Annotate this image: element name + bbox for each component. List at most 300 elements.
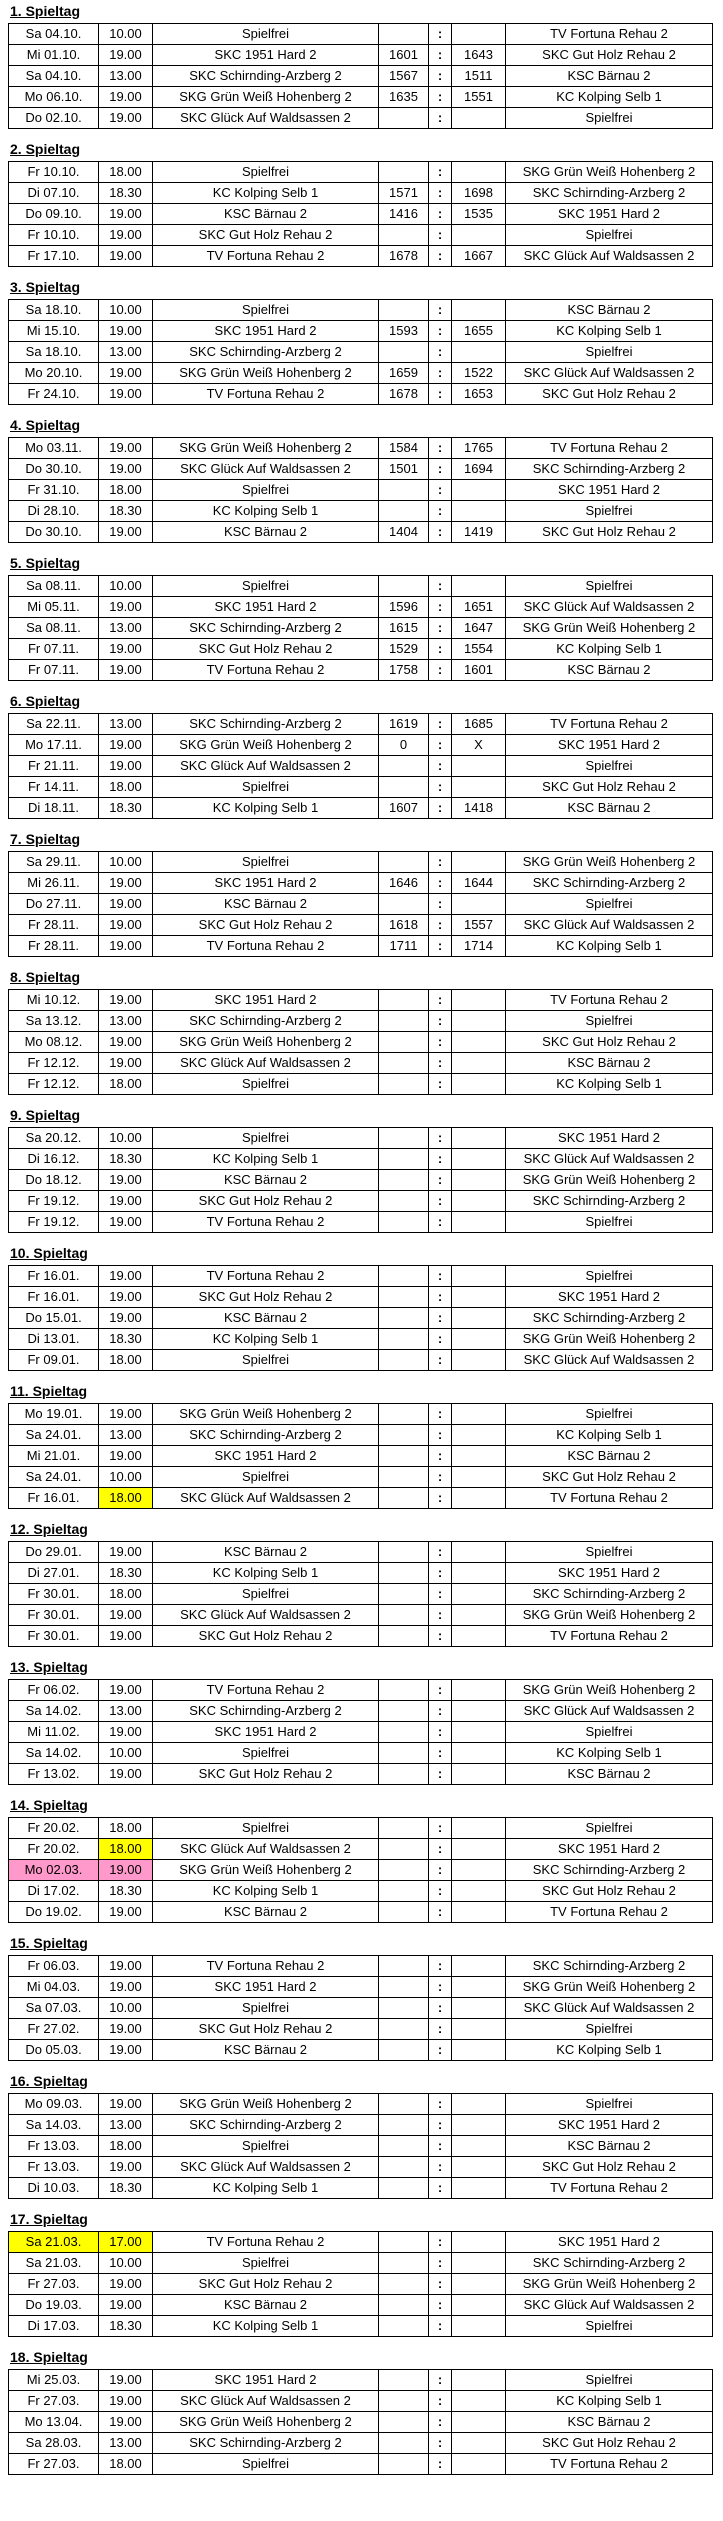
match-row bbox=[9, 108, 713, 129]
home-score bbox=[379, 1563, 429, 1584]
match-time: 19.00 bbox=[99, 87, 153, 108]
match-date: Fr 09.01. bbox=[9, 1350, 99, 1371]
match-row bbox=[9, 894, 713, 915]
match-row bbox=[9, 1542, 713, 1563]
home-team: TV Fortuna Rehau 2 bbox=[153, 1956, 379, 1977]
match-date: Do 18.12. bbox=[9, 1170, 99, 1191]
away-team: Spielfrei bbox=[506, 756, 713, 777]
score-separator: : bbox=[429, 735, 452, 756]
schedule-table bbox=[8, 1541, 713, 1647]
home-score: 1619 bbox=[379, 714, 429, 735]
match-date: Sa 18.10. bbox=[9, 300, 99, 321]
score-separator: : bbox=[429, 2040, 452, 2061]
away-team: TV Fortuna Rehau 2 bbox=[506, 1626, 713, 1647]
match-time: 19.00 bbox=[99, 2157, 153, 2178]
match-time: 10.00 bbox=[99, 1467, 153, 1488]
away-team: KC Kolping Selb 1 bbox=[506, 2040, 713, 2061]
match-date: Mi 25.03. bbox=[9, 2370, 99, 2391]
home-score bbox=[379, 2157, 429, 2178]
match-row bbox=[9, 735, 713, 756]
away-team: SKC 1951 Hard 2 bbox=[506, 735, 713, 756]
match-row bbox=[9, 2136, 713, 2157]
home-score: 1567 bbox=[379, 66, 429, 87]
away-team: Spielfrei bbox=[506, 2370, 713, 2391]
spieltag-title: 4. Spieltag bbox=[10, 417, 81, 433]
match-date: Di 18.11. bbox=[9, 798, 99, 819]
match-time: 18.30 bbox=[99, 2316, 153, 2337]
match-row bbox=[9, 480, 713, 501]
home-team: SKC Glück Auf Waldsassen 2 bbox=[153, 2391, 379, 2412]
home-team: SKC Gut Holz Rehau 2 bbox=[153, 225, 379, 246]
match-date: Fr 20.02. bbox=[9, 1839, 99, 1860]
match-time: 19.00 bbox=[99, 1032, 153, 1053]
home-team: KC Kolping Selb 1 bbox=[153, 798, 379, 819]
match-date: Di 17.02. bbox=[9, 1881, 99, 1902]
home-score bbox=[379, 162, 429, 183]
away-score bbox=[452, 1818, 506, 1839]
home-score bbox=[379, 1680, 429, 1701]
score-separator: : bbox=[429, 183, 452, 204]
home-team: SKC Gut Holz Rehau 2 bbox=[153, 2274, 379, 2295]
match-date: Di 10.03. bbox=[9, 2178, 99, 2199]
match-date: Fr 14.11. bbox=[9, 777, 99, 798]
score-separator: : bbox=[429, 162, 452, 183]
score-separator: : bbox=[429, 522, 452, 543]
away-team: SKC Glück Auf Waldsassen 2 bbox=[506, 1998, 713, 2019]
match-time: 19.00 bbox=[99, 459, 153, 480]
schedule-table bbox=[8, 989, 713, 1095]
match-date: Sa 24.01. bbox=[9, 1467, 99, 1488]
match-date: Mo 09.03. bbox=[9, 2094, 99, 2115]
match-date: Fr 30.01. bbox=[9, 1626, 99, 1647]
score-separator: : bbox=[429, 1212, 452, 1233]
match-time: 19.00 bbox=[99, 438, 153, 459]
away-team: TV Fortuna Rehau 2 bbox=[506, 1902, 713, 1923]
away-score bbox=[452, 1308, 506, 1329]
spieltag-title: 15. Spieltag bbox=[10, 1935, 88, 1951]
away-score: 1714 bbox=[452, 936, 506, 957]
score-separator: : bbox=[429, 1350, 452, 1371]
match-date: Fr 12.12. bbox=[9, 1074, 99, 1095]
spieltag-title: 9. Spieltag bbox=[10, 1107, 81, 1123]
away-team: SKC Schirnding-Arzberg 2 bbox=[506, 1191, 713, 1212]
match-date: Mo 19.01. bbox=[9, 1404, 99, 1425]
match-row bbox=[9, 1404, 713, 1425]
away-team: SKC Gut Holz Rehau 2 bbox=[506, 777, 713, 798]
home-score bbox=[379, 756, 429, 777]
match-time: 19.00 bbox=[99, 639, 153, 660]
match-row bbox=[9, 2433, 713, 2454]
home-team: KC Kolping Selb 1 bbox=[153, 2316, 379, 2337]
away-team: KC Kolping Selb 1 bbox=[506, 2391, 713, 2412]
score-separator: : bbox=[429, 300, 452, 321]
score-separator: : bbox=[429, 1425, 452, 1446]
away-team: Spielfrei bbox=[506, 2094, 713, 2115]
away-team: TV Fortuna Rehau 2 bbox=[506, 24, 713, 45]
away-score bbox=[452, 2115, 506, 2136]
match-time: 19.00 bbox=[99, 1053, 153, 1074]
home-score: 1404 bbox=[379, 522, 429, 543]
score-separator: : bbox=[429, 2391, 452, 2412]
home-team: KSC Bärnau 2 bbox=[153, 894, 379, 915]
score-separator: : bbox=[429, 915, 452, 936]
home-score bbox=[379, 1446, 429, 1467]
spieltag-section bbox=[0, 1521, 723, 1647]
match-row bbox=[9, 2040, 713, 2061]
score-separator: : bbox=[429, 1839, 452, 1860]
away-score bbox=[452, 1902, 506, 1923]
match-row bbox=[9, 522, 713, 543]
match-row bbox=[9, 1563, 713, 1584]
score-separator: : bbox=[429, 2412, 452, 2433]
score-separator: : bbox=[429, 87, 452, 108]
match-row bbox=[9, 438, 713, 459]
match-row bbox=[9, 1701, 713, 1722]
home-team: Spielfrei bbox=[153, 1818, 379, 1839]
away-team: KSC Bärnau 2 bbox=[506, 2136, 713, 2157]
score-separator: : bbox=[429, 225, 452, 246]
match-time: 13.00 bbox=[99, 342, 153, 363]
home-team: Spielfrei bbox=[153, 2454, 379, 2475]
score-separator: : bbox=[429, 1881, 452, 1902]
match-row bbox=[9, 501, 713, 522]
home-team: SKC 1951 Hard 2 bbox=[153, 45, 379, 66]
match-time: 18.30 bbox=[99, 1149, 153, 1170]
match-date: Sa 29.11. bbox=[9, 852, 99, 873]
score-separator: : bbox=[429, 2232, 452, 2253]
away-score bbox=[452, 2274, 506, 2295]
away-score bbox=[452, 2019, 506, 2040]
match-time: 13.00 bbox=[99, 1011, 153, 1032]
away-score bbox=[452, 1053, 506, 1074]
away-team: Spielfrei bbox=[506, 2019, 713, 2040]
score-separator: : bbox=[429, 2178, 452, 2199]
score-separator: : bbox=[429, 1032, 452, 1053]
home-score bbox=[379, 1170, 429, 1191]
score-separator: : bbox=[429, 894, 452, 915]
home-score bbox=[379, 501, 429, 522]
away-team: SKC Schirnding-Arzberg 2 bbox=[506, 2253, 713, 2274]
away-score bbox=[452, 2232, 506, 2253]
match-row bbox=[9, 1626, 713, 1647]
match-time: 19.00 bbox=[99, 2274, 153, 2295]
match-time: 19.00 bbox=[99, 1446, 153, 1467]
match-row bbox=[9, 1425, 713, 1446]
home-team: SKC Schirnding-Arzberg 2 bbox=[153, 2115, 379, 2136]
match-date: Sa 07.03. bbox=[9, 1998, 99, 2019]
match-date: Fr 13.03. bbox=[9, 2157, 99, 2178]
home-team: KC Kolping Selb 1 bbox=[153, 1881, 379, 1902]
match-row bbox=[9, 1764, 713, 1785]
match-time: 10.00 bbox=[99, 1743, 153, 1764]
away-score bbox=[452, 1404, 506, 1425]
spieltag-title: 11. Spieltag bbox=[10, 1383, 88, 1399]
match-row bbox=[9, 1902, 713, 1923]
match-row bbox=[9, 459, 713, 480]
away-team: SKC Schirnding-Arzberg 2 bbox=[506, 459, 713, 480]
home-score bbox=[379, 1860, 429, 1881]
match-row bbox=[9, 1839, 713, 1860]
away-score bbox=[452, 1329, 506, 1350]
match-date: Do 30.10. bbox=[9, 459, 99, 480]
away-team: SKC 1951 Hard 2 bbox=[506, 1839, 713, 1860]
match-row bbox=[9, 2253, 713, 2274]
away-score bbox=[452, 1764, 506, 1785]
spieltag-section bbox=[0, 279, 723, 405]
score-separator: : bbox=[429, 1680, 452, 1701]
match-time: 18.00 bbox=[99, 480, 153, 501]
home-score bbox=[379, 2316, 429, 2337]
away-team: TV Fortuna Rehau 2 bbox=[506, 990, 713, 1011]
home-score bbox=[379, 108, 429, 129]
home-team: TV Fortuna Rehau 2 bbox=[153, 246, 379, 267]
home-score: 1615 bbox=[379, 618, 429, 639]
score-separator: : bbox=[429, 438, 452, 459]
away-team: SKC Glück Auf Waldsassen 2 bbox=[506, 915, 713, 936]
away-score bbox=[452, 1584, 506, 1605]
spieltag-title: 18. Spieltag bbox=[10, 2349, 88, 2365]
score-separator: : bbox=[429, 342, 452, 363]
home-team: Spielfrei bbox=[153, 1128, 379, 1149]
match-date: Mi 05.11. bbox=[9, 597, 99, 618]
match-row bbox=[9, 87, 713, 108]
away-score: 1644 bbox=[452, 873, 506, 894]
home-team: SKC Schirnding-Arzberg 2 bbox=[153, 714, 379, 735]
away-team: KSC Bärnau 2 bbox=[506, 798, 713, 819]
home-score bbox=[379, 2295, 429, 2316]
match-date: Do 29.01. bbox=[9, 1542, 99, 1563]
away-score bbox=[452, 1839, 506, 1860]
home-score bbox=[379, 852, 429, 873]
away-team: SKC Gut Holz Rehau 2 bbox=[506, 384, 713, 405]
away-team: SKC Schirnding-Arzberg 2 bbox=[506, 1956, 713, 1977]
away-score bbox=[452, 2316, 506, 2337]
score-separator: : bbox=[429, 1404, 452, 1425]
away-team: SKC Glück Auf Waldsassen 2 bbox=[506, 1701, 713, 1722]
away-score bbox=[452, 1701, 506, 1722]
score-separator: : bbox=[429, 1743, 452, 1764]
home-score bbox=[379, 1287, 429, 1308]
away-score bbox=[452, 1074, 506, 1095]
home-team: SKC Glück Auf Waldsassen 2 bbox=[153, 1053, 379, 1074]
home-team: SKC Glück Auf Waldsassen 2 bbox=[153, 1839, 379, 1860]
match-row bbox=[9, 1722, 713, 1743]
match-row bbox=[9, 1212, 713, 1233]
away-team: Spielfrei bbox=[506, 1011, 713, 1032]
home-score bbox=[379, 1425, 429, 1446]
match-time: 19.00 bbox=[99, 225, 153, 246]
home-team: TV Fortuna Rehau 2 bbox=[153, 660, 379, 681]
home-team: SKG Grün Weiß Hohenberg 2 bbox=[153, 438, 379, 459]
match-time: 19.00 bbox=[99, 2412, 153, 2433]
home-team: SKC Schirnding-Arzberg 2 bbox=[153, 1701, 379, 1722]
away-score: 1685 bbox=[452, 714, 506, 735]
match-time: 19.00 bbox=[99, 1404, 153, 1425]
away-team: KSC Bärnau 2 bbox=[506, 1764, 713, 1785]
match-time: 19.00 bbox=[99, 2391, 153, 2412]
matchday-schedule bbox=[0, 3, 723, 2475]
home-team: Spielfrei bbox=[153, 1350, 379, 1371]
match-date: Fr 12.12. bbox=[9, 1053, 99, 1074]
match-row bbox=[9, 756, 713, 777]
home-score bbox=[379, 1467, 429, 1488]
away-score bbox=[452, 1956, 506, 1977]
away-team: Spielfrei bbox=[506, 2316, 713, 2337]
away-team: SKC Schirnding-Arzberg 2 bbox=[506, 183, 713, 204]
match-row bbox=[9, 1149, 713, 1170]
away-score bbox=[452, 2370, 506, 2391]
match-row bbox=[9, 1053, 713, 1074]
away-team: SKC Gut Holz Rehau 2 bbox=[506, 1467, 713, 1488]
away-score bbox=[452, 24, 506, 45]
home-team: Spielfrei bbox=[153, 1998, 379, 2019]
away-team: KC Kolping Selb 1 bbox=[506, 936, 713, 957]
match-row bbox=[9, 1467, 713, 1488]
home-team: SKC 1951 Hard 2 bbox=[153, 1977, 379, 1998]
away-team: KSC Bärnau 2 bbox=[506, 300, 713, 321]
away-team: TV Fortuna Rehau 2 bbox=[506, 2178, 713, 2199]
match-row bbox=[9, 639, 713, 660]
home-team: SKC Glück Auf Waldsassen 2 bbox=[153, 1605, 379, 1626]
match-date: Fr 07.11. bbox=[9, 660, 99, 681]
score-separator: : bbox=[429, 2136, 452, 2157]
score-separator: : bbox=[429, 480, 452, 501]
away-score: 1653 bbox=[452, 384, 506, 405]
home-score: 0 bbox=[379, 735, 429, 756]
home-score bbox=[379, 2136, 429, 2157]
spieltag-title: 8. Spieltag bbox=[10, 969, 81, 985]
away-score: X bbox=[452, 735, 506, 756]
away-team: TV Fortuna Rehau 2 bbox=[506, 438, 713, 459]
away-score bbox=[452, 1266, 506, 1287]
home-team: TV Fortuna Rehau 2 bbox=[153, 936, 379, 957]
match-date: Mo 02.03. bbox=[9, 1860, 99, 1881]
home-score: 1596 bbox=[379, 597, 429, 618]
away-score bbox=[452, 1860, 506, 1881]
score-separator: : bbox=[429, 1605, 452, 1626]
match-time: 10.00 bbox=[99, 852, 153, 873]
match-row bbox=[9, 321, 713, 342]
home-score bbox=[379, 1488, 429, 1509]
away-score: 1522 bbox=[452, 363, 506, 384]
away-score bbox=[452, 225, 506, 246]
home-score bbox=[379, 1977, 429, 1998]
score-separator: : bbox=[429, 321, 452, 342]
away-score bbox=[452, 1149, 506, 1170]
score-separator: : bbox=[429, 1626, 452, 1647]
away-team: SKC 1951 Hard 2 bbox=[506, 480, 713, 501]
away-score: 1535 bbox=[452, 204, 506, 225]
match-date: Fr 27.03. bbox=[9, 2274, 99, 2295]
match-time: 18.00 bbox=[99, 2136, 153, 2157]
away-score bbox=[452, 1626, 506, 1647]
match-row bbox=[9, 1998, 713, 2019]
away-team: SKC Schirnding-Arzberg 2 bbox=[506, 1584, 713, 1605]
home-score: 1607 bbox=[379, 798, 429, 819]
away-score bbox=[452, 576, 506, 597]
home-score bbox=[379, 2412, 429, 2433]
home-team: SKC 1951 Hard 2 bbox=[153, 1722, 379, 1743]
home-team: KSC Bärnau 2 bbox=[153, 2040, 379, 2061]
away-team: Spielfrei bbox=[506, 894, 713, 915]
match-date: Di 07.10. bbox=[9, 183, 99, 204]
match-time: 13.00 bbox=[99, 2115, 153, 2136]
spieltag-section bbox=[0, 1245, 723, 1371]
away-score bbox=[452, 162, 506, 183]
spieltag-section bbox=[0, 2073, 723, 2199]
score-separator: : bbox=[429, 639, 452, 660]
score-separator: : bbox=[429, 756, 452, 777]
home-score: 1758 bbox=[379, 660, 429, 681]
match-date: Fr 30.01. bbox=[9, 1605, 99, 1626]
match-time: 18.00 bbox=[99, 1584, 153, 1605]
match-date: Fr 16.01. bbox=[9, 1266, 99, 1287]
match-time: 18.30 bbox=[99, 798, 153, 819]
match-row bbox=[9, 2178, 713, 2199]
score-separator: : bbox=[429, 1446, 452, 1467]
home-score bbox=[379, 1074, 429, 1095]
score-separator: : bbox=[429, 1701, 452, 1722]
match-row bbox=[9, 915, 713, 936]
home-team: KC Kolping Selb 1 bbox=[153, 1329, 379, 1350]
match-date: Fr 07.11. bbox=[9, 639, 99, 660]
away-team: KC Kolping Selb 1 bbox=[506, 639, 713, 660]
match-date: Di 28.10. bbox=[9, 501, 99, 522]
match-row bbox=[9, 1329, 713, 1350]
match-row bbox=[9, 1128, 713, 1149]
match-time: 19.00 bbox=[99, 321, 153, 342]
home-team: Spielfrei bbox=[153, 777, 379, 798]
match-time: 19.00 bbox=[99, 1266, 153, 1287]
match-time: 18.00 bbox=[99, 1818, 153, 1839]
match-time: 19.00 bbox=[99, 1902, 153, 1923]
match-date: Do 19.02. bbox=[9, 1902, 99, 1923]
spieltag-title: 5. Spieltag bbox=[10, 555, 81, 571]
home-score bbox=[379, 1308, 429, 1329]
away-team: SKC Schirnding-Arzberg 2 bbox=[506, 1860, 713, 1881]
home-team: SKC Gut Holz Rehau 2 bbox=[153, 1191, 379, 1212]
match-date: Fr 21.11. bbox=[9, 756, 99, 777]
match-time: 19.00 bbox=[99, 990, 153, 1011]
away-score bbox=[452, 990, 506, 1011]
home-score bbox=[379, 1839, 429, 1860]
match-date: Fr 24.10. bbox=[9, 384, 99, 405]
home-team: TV Fortuna Rehau 2 bbox=[153, 1212, 379, 1233]
home-team: SKG Grün Weiß Hohenberg 2 bbox=[153, 2412, 379, 2433]
match-row bbox=[9, 45, 713, 66]
away-team: Spielfrei bbox=[506, 1542, 713, 1563]
score-separator: : bbox=[429, 2295, 452, 2316]
home-team: SKC Schirnding-Arzberg 2 bbox=[153, 618, 379, 639]
away-team: KSC Bärnau 2 bbox=[506, 660, 713, 681]
home-team: KC Kolping Selb 1 bbox=[153, 1563, 379, 1584]
score-separator: : bbox=[429, 1329, 452, 1350]
away-score bbox=[452, 2136, 506, 2157]
home-score: 1618 bbox=[379, 915, 429, 936]
score-separator: : bbox=[429, 1998, 452, 2019]
match-date: Fr 13.03. bbox=[9, 2136, 99, 2157]
match-time: 19.00 bbox=[99, 1170, 153, 1191]
spieltag-title: 10. Spieltag bbox=[10, 1245, 88, 1261]
match-time: 19.00 bbox=[99, 363, 153, 384]
schedule-table bbox=[8, 713, 713, 819]
home-team: KSC Bärnau 2 bbox=[153, 1542, 379, 1563]
match-row bbox=[9, 852, 713, 873]
home-team: Spielfrei bbox=[153, 480, 379, 501]
away-score bbox=[452, 894, 506, 915]
home-team: SKC Schirnding-Arzberg 2 bbox=[153, 1425, 379, 1446]
match-row bbox=[9, 1011, 713, 1032]
